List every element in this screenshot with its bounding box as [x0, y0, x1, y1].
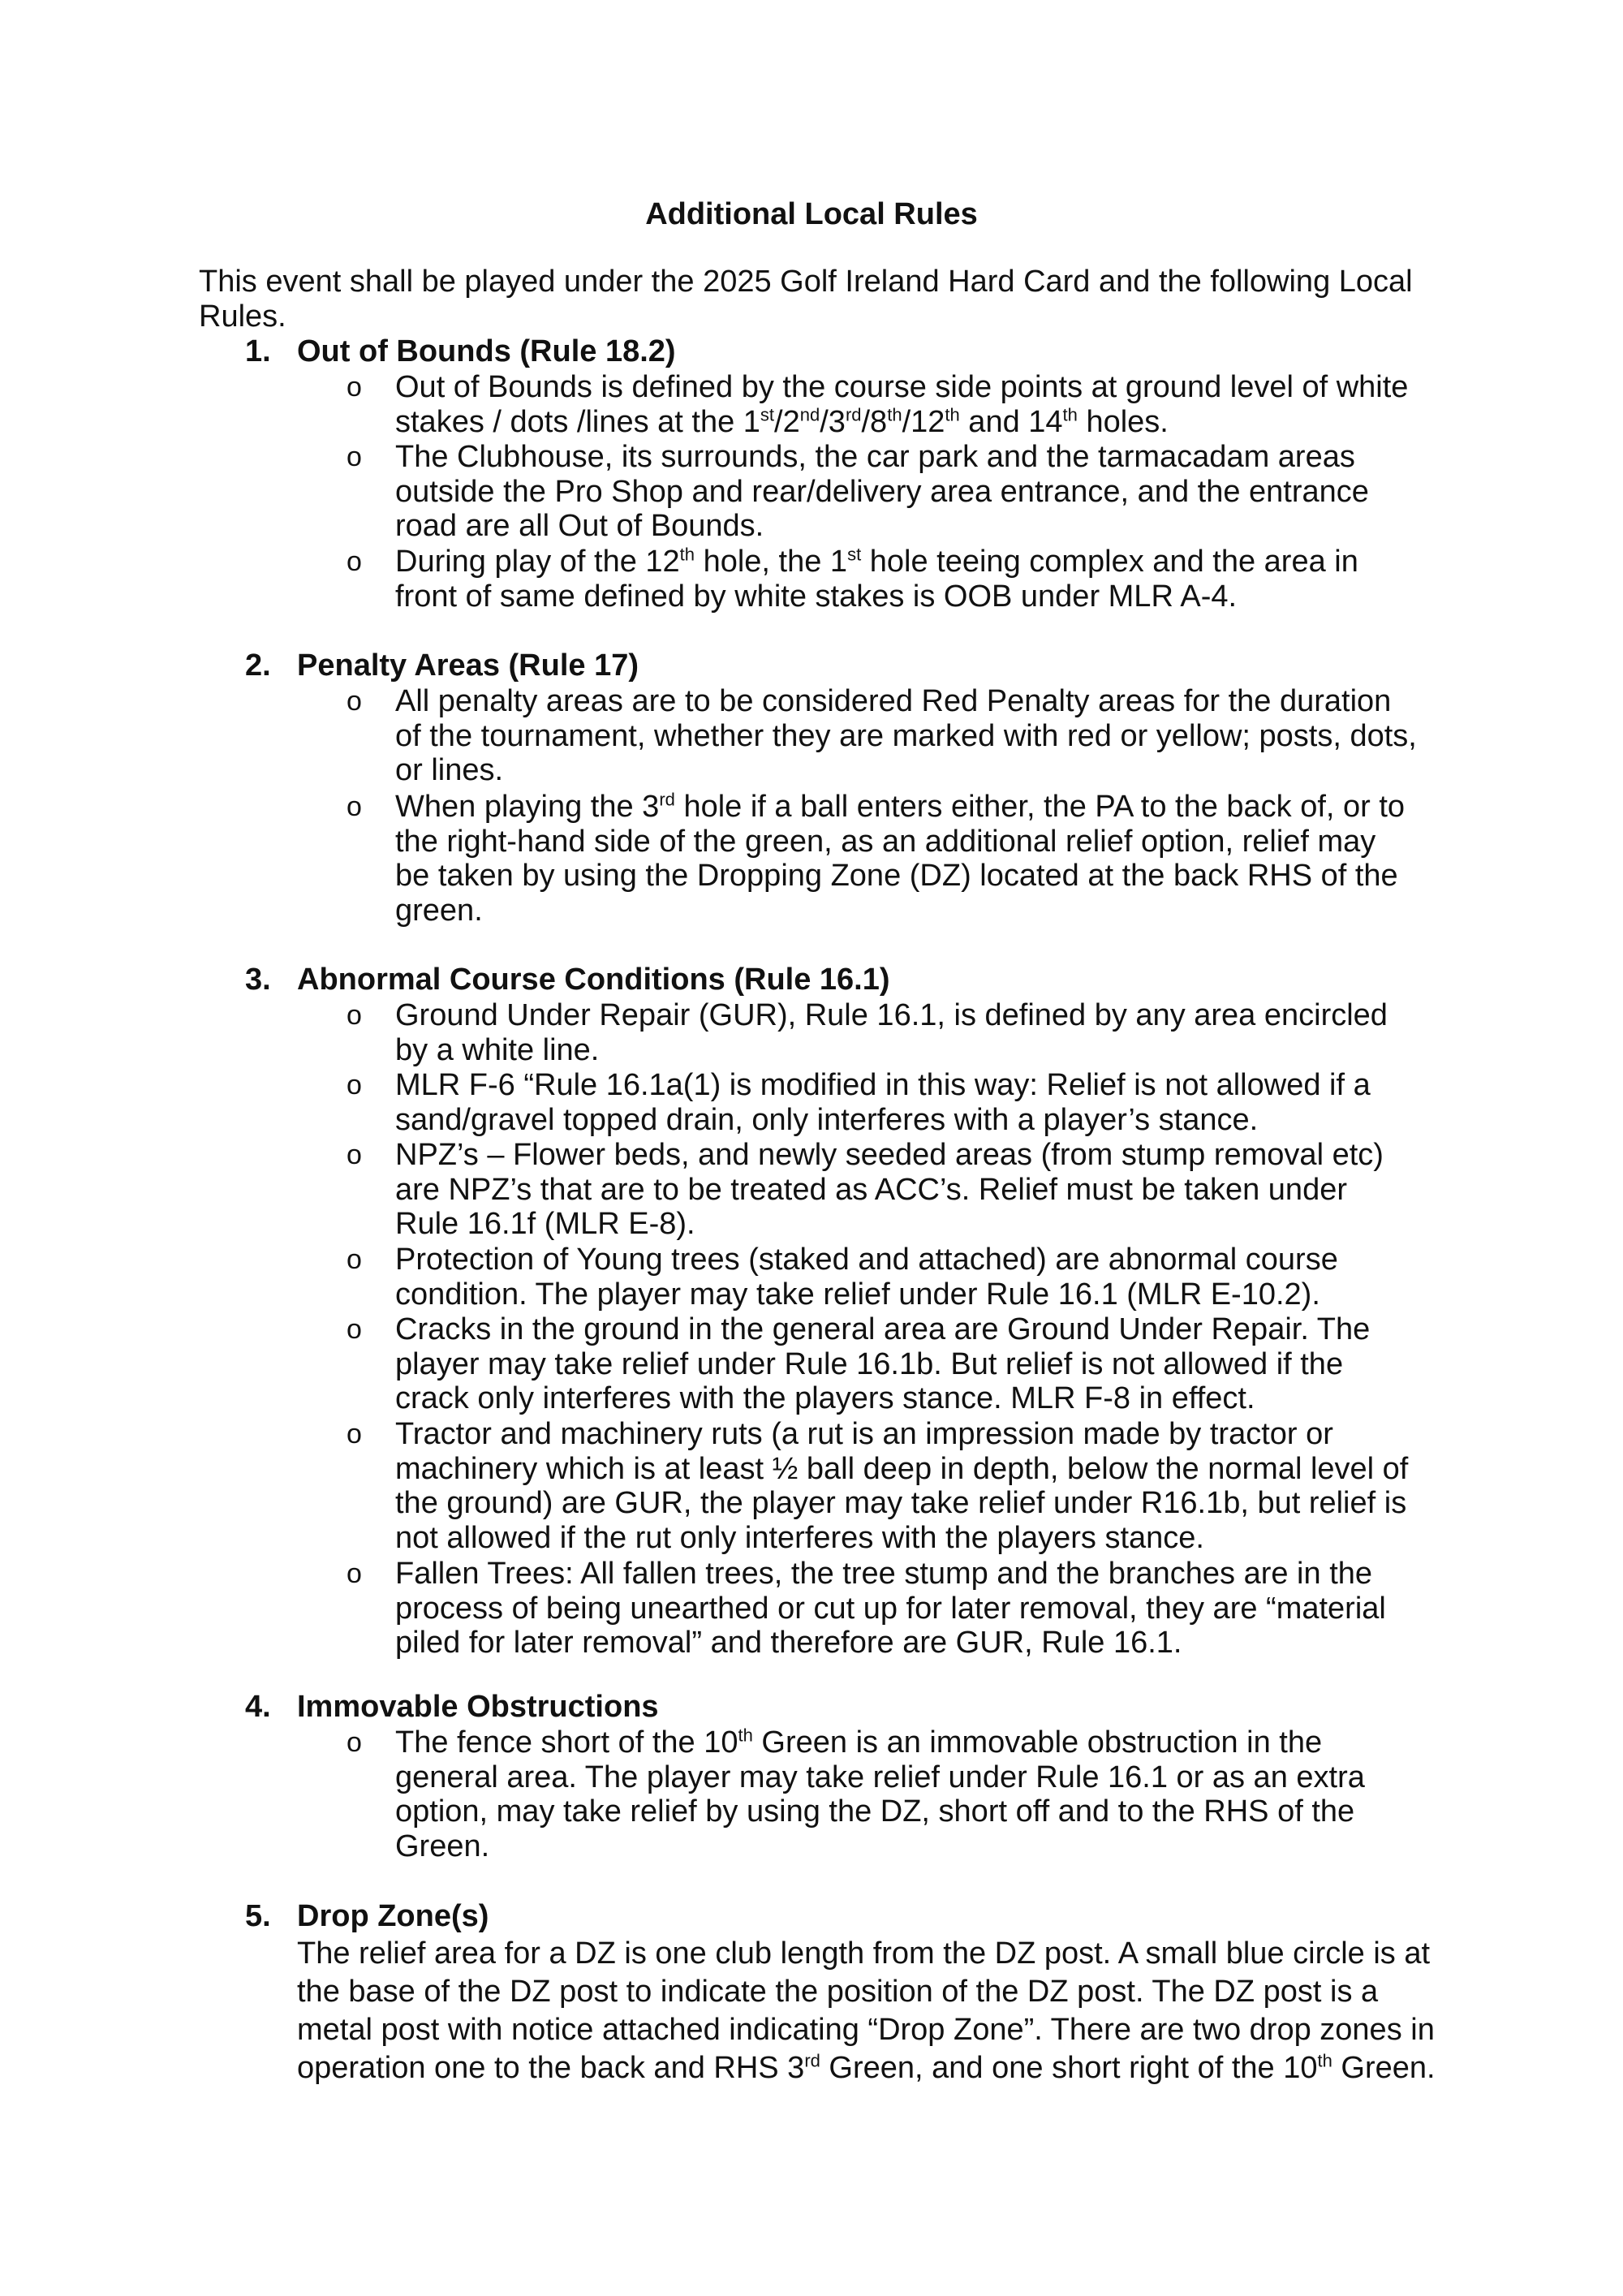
section-heading	[245, 1899, 489, 1934]
bullet-text: The fence short of the 10th Green is an immovable obstruction in the general area. The player may take relief under Rule 16.1 or as an extra option, may take relief by using the DZ, short off and to the RHS of the Green.	[395, 1725, 1365, 1863]
section-title: Drop Zone(s)	[297, 1899, 489, 1933]
section-heading	[245, 334, 676, 369]
bullet-circle-icon: o	[347, 1139, 362, 1170]
section-number: 2.	[245, 648, 271, 683]
bullet-circle-icon: o	[347, 1244, 362, 1275]
bullet-text: Fallen Trees: All fallen trees, the tree stump and the branches are in the process of being unearthed or cut up for later removal, they are “material piled for later removal” and therefore are GUR, Rule 16.1.	[395, 1557, 1386, 1661]
ordinal-suffix: st	[760, 403, 775, 424]
section-heading	[245, 648, 639, 683]
bullet-text: When playing the 3rd hole if a ball enters either, the PA to the back of, or to the right-hand side of the green, as an additional relief option, relief may be taken by using the Dropping Zone (DZ) located at the back RHS of the green.	[395, 789, 1406, 928]
bullet-circle-icon: o	[347, 686, 362, 717]
bullet-text: MLR F-6 “Rule 16.1a(1) is modified in this way: Relief is not allowed if a sand/gravel topped drain, only interferes with a player’s stance.	[395, 1068, 1371, 1137]
bullet-circle-icon: o	[347, 442, 362, 472]
section-title: Abnormal Course Conditions (Rule 16.1)	[297, 963, 890, 997]
bullet-text: NPZ’s – Flower beds, and newly seeded areas (from stump removal etc) are NPZ’s that are to be treated as ACC’s. Relief must be taken under Rule 16.1f (MLR E-8).	[395, 1138, 1384, 1242]
bullet-circle-icon: o	[347, 1727, 362, 1758]
ordinal-suffix: th	[1062, 403, 1078, 424]
section-number: 3.	[245, 963, 271, 997]
drop-zone-paragraph: The relief area for a DZ is one club length from the DZ post. A small blue circle is at the base of the DZ post to indicate the position of the DZ post. The DZ post is a metal post with notice attached indicating “Drop Zone”. There are two drop zones in operation one to the back and RHS 3rd Green, and one short right of the 10th Green.	[297, 1936, 1436, 2085]
section-heading	[245, 963, 890, 997]
bullet-text: All penalty areas are to be considered Red Penalty areas for the duration of the tournament, whether they are marked with red or yellow; posts, dots, or lines.	[395, 684, 1417, 788]
document-title: Additional Local Rules	[645, 197, 978, 231]
section-heading	[245, 1690, 659, 1725]
bullet-text: Tractor and machinery ruts (a rut is an impression made by tractor or machinery which is at least ½ ball deep in depth, below the normal level of the ground) are GUR, the player may take relief under R16.1b, but relief is not allowed if the rut only interferes with the players stance.	[395, 1417, 1409, 1555]
bullet-circle-icon: o	[347, 1000, 362, 1031]
section-title: Out of Bounds (Rule 18.2)	[297, 334, 676, 368]
bullet-text: Cracks in the ground in the general area are Ground Under Repair. The player may take relief under Rule 16.1b. But relief is not allowed if the crack only interferes with the players stance. MLR F-8 in effect.	[395, 1312, 1371, 1416]
section-number: 1.	[245, 334, 271, 368]
ordinal-suffix: rd	[845, 403, 862, 424]
section-title: Immovable Obstructions	[297, 1690, 659, 1724]
bullet-text: The Clubhouse, its surrounds, the car park and the tarmacadam areas outside the Pro Shop and rear/delivery area entrance, and the entrance road are all Out of Bounds.	[395, 440, 1369, 544]
ordinal-suffix: rd	[804, 2050, 820, 2071]
ordinal-suffix: th	[738, 1725, 753, 1746]
bullet-circle-icon: o	[347, 1314, 362, 1345]
bullet-circle-icon: o	[347, 1070, 362, 1101]
section-number: 5.	[245, 1899, 271, 1933]
intro-paragraph: This event shall be played under the 2025 Golf Ireland Hard Card and the following Local Rules.	[199, 265, 1413, 334]
ordinal-suffix: rd	[659, 789, 675, 810]
bullet-circle-icon: o	[347, 546, 362, 577]
section-title: Penalty Areas (Rule 17)	[297, 648, 639, 683]
bullet-circle-icon: o	[347, 372, 362, 403]
bullet-circle-icon: o	[347, 1558, 362, 1589]
bullet-text: Protection of Young trees (staked and attached) are abnormal course condition. The player may take relief under Rule 16.1 (MLR E-10.2).	[395, 1243, 1338, 1312]
bullet-circle-icon: o	[347, 791, 362, 822]
ordinal-suffix: st	[847, 544, 862, 565]
bullet-text: During play of the 12th hole, the 1st hole teeing complex and the area in front of same defined by white stakes is OOB under MLR A-4.	[395, 544, 1358, 614]
section-number: 4.	[245, 1690, 271, 1724]
bullet-text: Out of Bounds is defined by the course side points at ground level of white stakes / dots /lines at the 1st/2nd/3rd/8th/12th and 14th holes.	[395, 370, 1409, 439]
ordinal-suffix: th	[945, 403, 960, 424]
bullet-circle-icon: o	[347, 1419, 362, 1450]
ordinal-suffix: th	[679, 544, 695, 565]
bullet-text: Ground Under Repair (GUR), Rule 16.1, is defined by any area encircled by a white line.	[395, 998, 1388, 1067]
ordinal-suffix: th	[1317, 2050, 1332, 2071]
ordinal-suffix: nd	[799, 403, 820, 424]
ordinal-suffix: th	[887, 403, 902, 424]
